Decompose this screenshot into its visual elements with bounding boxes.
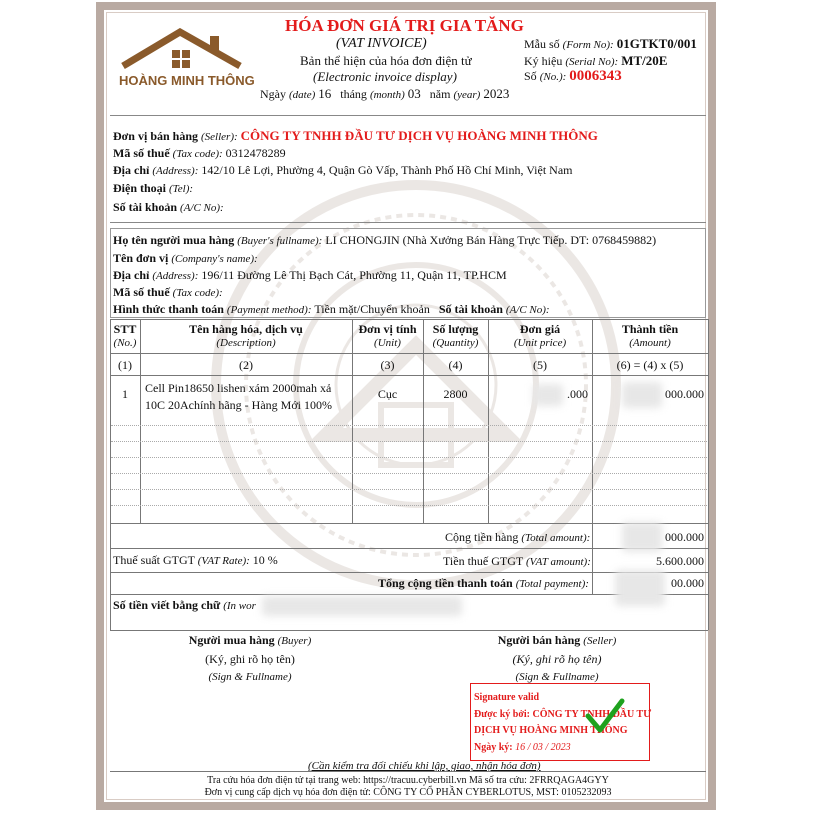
invoice-subtitle: Bản thể hiện của hóa đơn điện tử bbox=[300, 53, 472, 68]
item-no: 1 bbox=[122, 387, 128, 401]
col-header-unit: Đơn vị tính (Unit) bbox=[358, 322, 417, 349]
buyer-tax: Mã số thuế (Tax code): bbox=[113, 285, 223, 299]
seller-address: Địa chỉ (Address): 142/10 Lê Lợi, Phường 4, Quận Gò Vấp, Thành Phố Hồ Chí Minh, Việt Nam bbox=[113, 163, 573, 177]
vat-amount-value: 5.600.000 bbox=[656, 554, 704, 568]
item-description: Cell Pin18650 lishen xám 2000mah xả 10C 20Achính hãng - Hàng Mới 100% bbox=[145, 381, 332, 412]
invoice-subtitle-en: (Electronic invoice display) bbox=[313, 69, 457, 84]
item-amount: 000.000 bbox=[665, 387, 704, 401]
buyer-address: Địa chỉ (Address): 196/11 Đường Lê Thị Bạch Cát, Phường 11, Quận 11, TP.HCM bbox=[113, 268, 507, 282]
index-cell: (5) bbox=[533, 358, 547, 372]
invoice-title: HÓA ĐƠN GIÁ TRỊ GIA TĂNG bbox=[285, 16, 524, 35]
index-cell: (3) bbox=[380, 358, 395, 372]
signature-valid: Signature valid bbox=[474, 692, 540, 703]
item-unit: Cục bbox=[377, 387, 398, 401]
invoice-title-en: (VAT INVOICE) bbox=[336, 36, 427, 51]
index-cell: (4) bbox=[448, 358, 463, 372]
col-header-description: Tên hàng hóa, dịch vụ (Description) bbox=[189, 322, 303, 349]
serial-number: Ký hiệu (Serial No): MT/20E bbox=[524, 53, 668, 68]
signed-by: Được ký bởi: CÔNG TY TNHH ĐẦU TƯ bbox=[474, 709, 652, 720]
buyer-payment: Hình thức thanh toán (Payment method): Tiền mặt/Chuyển khoản Số tài khoản (A/C No): bbox=[113, 302, 550, 316]
seller-signature: Người bán hàng (Seller) (Ký, ghi rõ họ tên) (Sign & Fullname) bbox=[497, 633, 617, 683]
buyer-name: Họ tên người mua hàng (Buyer's fullname): LI CHONGJIN (Nhà Xưởng Bán Hàng Trực Tiếp. DT: 0768459882) bbox=[113, 233, 657, 247]
seller-tax: Mã số thuế (Tax code): 0312478289 bbox=[113, 146, 286, 160]
index-cell: (6) = (4) x (5) bbox=[616, 358, 684, 372]
vat-rate: Thuế suất GTGT (VAT Rate): 10 % bbox=[113, 553, 278, 567]
seller-name: Đơn vị bán hàng (Seller): CÔNG TY TNHH ĐẦU TƯ DỊCH VỤ HOÀNG MINH THÔNG bbox=[113, 128, 598, 143]
invoice-number: Số (No.): 0006343 bbox=[524, 68, 622, 84]
footer-lookup: Tra cứu hóa đơn điện tử tại trang web: https://tracuu.cyberbill.vn Mã số tra cứu: 2FRRQAGA4GYY bbox=[207, 775, 609, 786]
buyer-company: Tên đơn vị (Company's name): bbox=[113, 251, 258, 265]
sign-date: Ngày ký: 16 / 03 / 2023 bbox=[474, 742, 571, 753]
item-quantity: 2800 bbox=[443, 387, 468, 401]
checkmark-icon bbox=[585, 698, 625, 734]
seller-phone: Điện thoại (Tel): bbox=[113, 181, 194, 195]
footer-note: (Cần kiểm tra đối chiếu khi lập, giao, nhận hóa đơn) bbox=[308, 760, 541, 772]
form-number: Mẫu số (Form No): 01GTKT0/001 bbox=[524, 36, 697, 51]
footer-provider: Đơn vị cung cấp dịch vụ hóa đơn điện tử: CÔNG TY CỔ PHẦN CYBERLOTUS, MST: 0105232093 bbox=[204, 787, 612, 798]
item-unit-price: .000 bbox=[567, 387, 588, 401]
seller-account: Số tài khoản (A/C No): bbox=[113, 200, 224, 214]
col-header-no: STT (No.) bbox=[113, 322, 137, 349]
subtotal-value: 000.000 bbox=[665, 530, 704, 544]
col-header-quantity: Số lượng (Quantity) bbox=[432, 322, 479, 349]
index-cell: (1) bbox=[118, 358, 132, 372]
index-cell: (2) bbox=[239, 358, 253, 372]
vat-amount-label: Tiền thuế GTGT (VAT amount): bbox=[443, 554, 591, 568]
col-header-amount: Thành tiền (Amount) bbox=[621, 322, 679, 349]
total-payment-label: Tổng cộng tiền thanh toán (Total payment): bbox=[378, 576, 589, 590]
invoice-date: Ngày (date) 16 tháng (month) 03 năm (year) 2023 bbox=[260, 86, 510, 101]
logo-text: HOÀNG MINH THÔNG bbox=[119, 73, 255, 88]
col-header-unit-price: Đơn giá (Unit price) bbox=[513, 322, 567, 349]
signed-by-line2: DỊCH VỤ HOÀNG MINH THÔNG bbox=[474, 725, 628, 736]
amount-in-words: Số tiền viết bằng chữ (In wor bbox=[113, 598, 256, 612]
logo-house-icon bbox=[118, 28, 248, 78]
subtotal-label: Cộng tiền hàng (Total amount): bbox=[445, 530, 591, 544]
total-payment-value: 00.000 bbox=[671, 576, 704, 590]
buyer-signature: Người mua hàng (Buyer) (Ký, ghi rõ họ tên) (Sign & Fullname) bbox=[188, 633, 312, 683]
